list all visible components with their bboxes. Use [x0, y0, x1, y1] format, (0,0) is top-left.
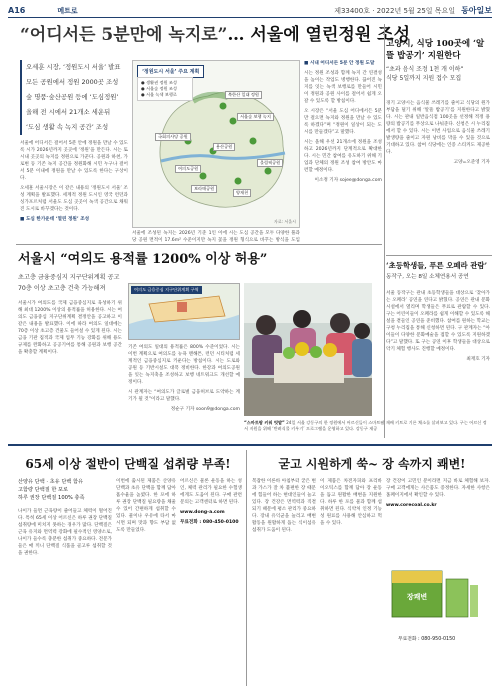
- story1-column-2: [132, 230, 216, 242]
- newspaper-logo: 동아일보: [461, 5, 492, 15]
- paragraph: 오 시장은 “서울 도심 어디에서든 5분만 걸으면 녹지와 정원을 만날 수 있도록 하겠다”며 “정원이 일상이 되는 도시를 만들겠다”고 말했다.: [304, 109, 382, 135]
- caption-text: 24일 서울 강동구의 한 정원에서 어르신들이 스마트팜 재배 키트로 기른 채소를 살펴보고 있다. 구는 어르신 정서 지원을 위해 ‘반려식물 키우기’ 프로그램을 운영하고 있다. 강동구 제공: [244, 420, 487, 431]
- product-illustration: [386, 565, 482, 621]
- main-subdeck: [20, 60, 128, 135]
- map-credit: 자료: 서울시: [274, 219, 296, 224]
- paragraph: 경기 고양시는 음식물 쓰레기를 줄이고 식당의 원가 부담을 덜기 위해 ‘알뜰 밥공기’를 지원한다고 밝혔다. 시는 관내 일반음식점 100곳을 선정해 적정 용량의 밥공기를 무상으로 나눠준다. 신청은 시 누리집에서 할 수 있다. 시는 이번 사업으로 음식물 쓰레기 발생량을 줄이고 자원 낭비를 막을 수 있을 것으로 기대하고 있다. 참여 식당에는 인증 스티커도 제공한다.: [386, 101, 490, 155]
- map-legend: [137, 77, 193, 101]
- ad-right-column-1: [252, 478, 316, 684]
- ad-sub-line: 고함량 단백질 한 포로: [18, 487, 69, 493]
- map-label: 양재천: [233, 189, 251, 197]
- deck-line: 70층 이상 초고층 건축 가능해져: [18, 285, 106, 292]
- seoul-garden-map: [132, 60, 300, 228]
- map-label: 국회의사당 공원: [155, 133, 191, 141]
- deck-line: 초고층 금융중심지 지구단위계획 공고: [18, 274, 120, 281]
- ad-sub-line: 하루 권장 단백질 100% 충족: [18, 495, 85, 501]
- paragraph: 복잡한 이른바 아침부터 굳은 변과 가스가 잘 차 불편한 장 때문에 힘들어 하는 현대인들이 늘고 있다. 장 건강은 면역력과 직결되기 때문에 평소 관리가 중요하다. 장내 유익균을 늘리고 배변 활동을 원활하게 돕는 식이섬유 섭취가 도움이 된다.: [252, 479, 316, 533]
- paragraph: 서울에 조성된 녹지는 2026년 기준 1인당 공원 면적이 17.6m² 수준이지만 녹지: [132, 231, 216, 242]
- section-name: 메트로: [57, 6, 78, 15]
- byline: 고양=오준영 기자: [453, 160, 490, 165]
- side-story-sub: “초과 음식 조정 1천 개 이하”: [386, 66, 464, 73]
- paragraph: 서울 동작구는 관내 초등학생들을 대상으로 ‘찾아가는 오페라’ 공연을 연다고 밝혔다. 공연은 관내 문화시설에서 열리며 학생들은 무료로 관람할 수 있다. 구는 어린이들이 오페라를 쉽게 이해할 수 있도록 해설을 곁들인 공연을 준비했다. 참여를 원하는 학교는 구청 누리집을 통해 신청하면 된다. 구 관계자는 “아이들이 다양한 문화예술을 접할 수 있도록 지원하겠다”고 말했다. 또 구는 공연 이후 학생들을 대상으로 악기 체험 행사도 진행할 예정이다.: [386, 291, 490, 352]
- map-label: 용산공원: [213, 143, 235, 151]
- paragraph: 어르신은 물론 운동을 하는 성인, 체력 관리가 필요한 수험생에게도 도움이 된다. 구매 관련 문의는 고객센터로 하면 된다.: [180, 479, 242, 505]
- ad-sub-line: 산양유 단백 · 초유 단백 함유: [18, 479, 84, 485]
- side-story-1-body: [386, 100, 490, 250]
- photo-illustration: [244, 283, 372, 416]
- subheading: ■ 시내 어디서든 5분 안 정원 도달: [304, 61, 375, 66]
- headline-quote: “어디서든 5분만에 녹지로”: [20, 25, 228, 45]
- side-story-2-body: [386, 290, 490, 438]
- side-story-sub: 동작구, 오는 8일 소체연용서 공연: [386, 274, 469, 280]
- ad-left-subhead: [18, 478, 112, 502]
- side-divider: [386, 255, 492, 256]
- ad-right-column-2: [320, 478, 382, 684]
- ad-band: [8, 444, 492, 446]
- ad-left-column-3: [180, 478, 242, 684]
- main-headline: [20, 22, 411, 48]
- map-label: 올림픽공원: [257, 159, 283, 167]
- side-story-sub: 식당 5일까지 지원 접수 모집: [386, 75, 462, 82]
- map-label: 여의도공원: [175, 165, 201, 173]
- story-divider: [16, 244, 382, 245]
- inset-label: 여의도 금융중심 지구단위계획 구역: [131, 286, 202, 294]
- deck-line: 숲 명품·숲산공원 등에 ‘도심정원’: [26, 93, 119, 101]
- paragraph: 기존 여의도 일대의 용적률은 800% 수준이었다. 시는 이번 계획으로 여의도를 뉴욕 맨해튼, 런던 시티처럼 세계적인 금융중심지로 키운다는 방침이다. 시는 도로와 공원 등 기반시설도 대폭 정비한다. 한강과 여의도공원을 잇는 녹지축을 조성하고 보행 네트워크도 개선할 예정이다.: [128, 345, 240, 385]
- product-label: 장쾌변: [406, 593, 428, 601]
- page-number: A16: [8, 6, 26, 15]
- deck-line: 올해 전 시에서 21개소 세운뒤: [26, 108, 111, 116]
- caption-title: “스마트팜 키워 텃밭”: [244, 420, 285, 425]
- map-label: 북한산 일대 정원: [225, 91, 262, 99]
- ad-right-phone: 무료전화 : 080-950-0150: [398, 637, 456, 642]
- side-story-title: 고양시, 식당 100곳에 ‘알뜰 밥공기’ 지원한다: [386, 39, 485, 61]
- story1-column-1: [20, 140, 128, 240]
- paragraph: 시는 정원 조성과 함께 녹지 간 연결성을 높이는 작업도 병행한다. 끊어진 녹지를 잇는 녹색 보행로를 만들어 시민이 정원과 공원 사이를 걸어서 쉽게 오갈 수 있도록 할 방침이다.: [304, 71, 382, 104]
- masthead: [8, 4, 492, 18]
- paragraph: 오세훈 서울시장은 이 같은 내용의 ‘정원도시 서울’ 조성 계획을 발표했다. 세계적 정원 도시인 영국 런던과 싱가포르처럼 서울도 도심 곳곳이 녹색 공간으로 채워진 도시로 바꾸겠다는 것이다.: [20, 186, 128, 212]
- paragraph: 장 건강이 고민인 분이라면 지금 바로 체험해 보자. 구매 고객에게는 사은품도 증정한다. 자세한 사항은 홈페이지에서 확인할 수 있다.: [386, 479, 490, 498]
- side-story-2: [386, 260, 492, 282]
- side-story-1: [386, 38, 492, 83]
- ad-left-title: 65세 이상 절반이 단백질 섭취량 부족!: [25, 457, 231, 471]
- byline: 최재호 기자: [466, 357, 490, 362]
- issue-date: 제33400호 · 2022년 5월 25일 목요일: [334, 6, 456, 15]
- map-label: 서울숲 보행 녹지: [237, 113, 274, 121]
- product-box-image: [386, 565, 482, 621]
- paragraph: 이 제품은 차전자피와 프리바이오틱스를 함께 담아 장 운동을 돕고 원활한 배변을 지원한다. 하루 한 포를 물과 함께 섭취하면 된다. 식약처 인정 기능성 원료를 사용해 안심하고 먹을 수 있다.: [320, 479, 382, 526]
- story1-column-3: [218, 230, 300, 242]
- paragraph: 나이가 들면 근육량이 줄어들고 체력이 떨어진다. 특히 65세 이상 어르신은 하루 권장 단백질 섭취량에 미치지 못하는 경우가 많다. 단백질은 근육 유지와 면역력 강화에 필수적인 영양소로, 나이가 들수록 충분한 섭취가 중요하다. 전문가들은 매 끼니 단백질 식품을 골고루 섭취할 것을 권한다.: [18, 509, 112, 556]
- legend-item: ● 서울 녹색 보행로: [141, 92, 177, 97]
- story2-headline: 서울시 “여의도 용적률 1200% 이상 허용”: [18, 252, 268, 267]
- paragraph: 이에 시는 도심 공간을 모두 다양한 풀과 꽃을 정원 형식으로 바꾸는 방식을 도입: [218, 231, 300, 242]
- smartfarm-photo: [244, 283, 372, 416]
- ad-right-title: 굳고 시원하게 쑥~ 장 속까지 쾌변!: [278, 457, 466, 471]
- deck-line: 모든 공원에서 정원 2000곳 조성: [26, 78, 119, 86]
- deck-line: 오세훈 시장, ‘정원도시 서울’ 발표: [26, 63, 121, 71]
- deck-line: ‘도심 생활 속 녹지 공간’ 조성: [26, 123, 109, 131]
- subheading: ■ 도심 한가운데 ‘열린 정원’ 조성: [20, 217, 90, 222]
- byline: 정순구 기자 soon9@donga.com: [170, 407, 240, 412]
- side-story-title: ‘초등학생들, 푸른 오페라 관람’: [386, 261, 488, 270]
- paragraph: 시 관계자는 “여의도가 글로벌 금융허브로 도약하는 계기가 될 것”이라고 말했다.: [128, 390, 240, 402]
- story2-column-2: [128, 344, 240, 440]
- ad-website: www.dong-a.com: [180, 510, 225, 515]
- ad-left-column-1: [18, 508, 112, 684]
- legend-item: ● 생활권 정원 조성: [141, 80, 177, 85]
- ad-right-column-3: [386, 478, 490, 562]
- ad-phone: 무료전화 : 080-450-0100: [180, 520, 239, 525]
- story2-deck: [18, 272, 128, 294]
- ad-divider: [246, 450, 247, 686]
- ad-website: www.corecoal.co.kr: [386, 503, 437, 508]
- story1-column-4: [304, 60, 382, 240]
- map-label: 보라매공원: [191, 185, 217, 193]
- story2-column-1: [18, 300, 122, 440]
- byline: 이소정 기자 sojee@donga.com: [314, 178, 382, 183]
- paragraph: 시는 올해 우선 21개소에 정원을 조성하고 2026년까지 단계적으로 확대한다. 시는 민간 참여를 유도하기 위해 기업과 단체의 정원 조성 참여 방안도 마련할 예정이다.: [304, 140, 382, 173]
- map-title: ‘정원도시 서울’ 주요 계획: [137, 65, 204, 78]
- paragraph: 이번에 출시된 제품은 산양유 단백과 초유 단백을 함께 담아 흡수율을 높였다. 한 포에 하루 권장 단백질 필요량을 채울 수 있어 간편하게 섭취할 수 있다. 물이나 우유에 타서 마시면 되며 맛과 향도 부담 없도록 만들었다.: [116, 479, 176, 533]
- legend-item: ● 서울숲 정원 조성: [141, 86, 177, 91]
- paragraph: 서울시가 여의도를 국제 금융중심지로 육성하기 위해 최대 1200% 이상의 용적률을 허용한다. 시는 여의도 금융중심 지구단위계획 결정안을 공고하고 이 같은 내용을 발표했다. 이에 따라 여의도 일대에는 70층 이상 초고층 건물도 들어설 수 있게 된다. 시는 금융 기관 집적과 국제 업무 기능 강화를 위해 용도 규제를 완화하고 공공기여를 통해 공원과 보행 공간을 확충할 계획이다.: [18, 301, 122, 355]
- ad-left-column-2: [116, 478, 176, 684]
- paragraph: 서울에 어디서든 걸어서 5분 안에 정원을 만날 수 있도록 시가 2026년까지 곳곳에 ‘정원’을 만든다. 시는 또 시내 곳곳의 녹지를 정원으로 가꾼다. 공원과 하천, 가로변 등 기존 녹지 공간을 정원화해 시민 누구나 걸어서 5분 이내에 정원을 만날 수 있도록 한다는 구상이다.: [20, 141, 128, 181]
- yeouido-inset-map: [128, 283, 240, 340]
- headline-rest: … 서울에 열린정원 조성: [227, 25, 411, 45]
- column-divider: [384, 24, 385, 438]
